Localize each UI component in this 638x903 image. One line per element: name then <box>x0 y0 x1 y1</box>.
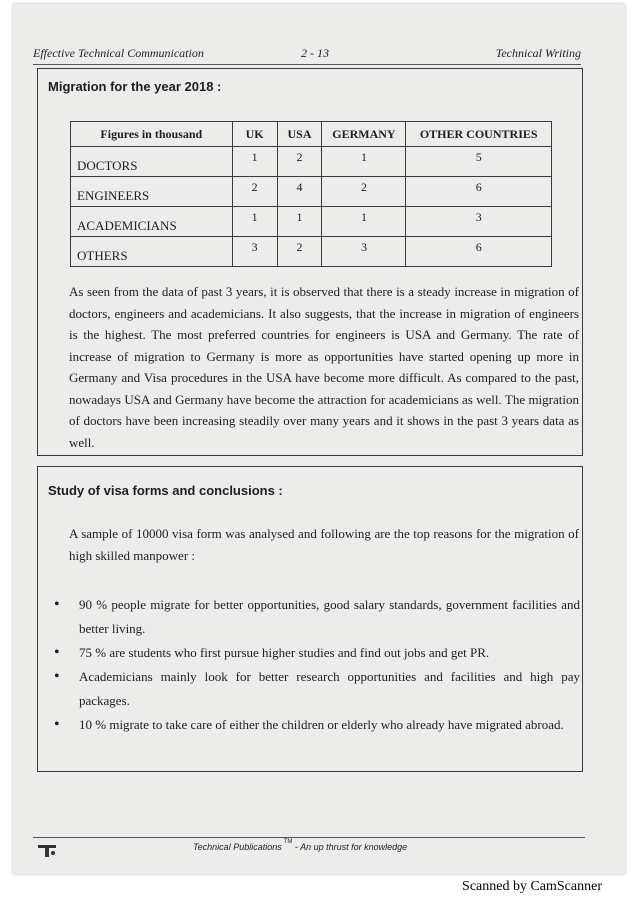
table-cell: 6 <box>406 177 552 207</box>
table-cell: 1 <box>322 207 406 237</box>
row-label: DOCTORS <box>71 147 233 177</box>
table-cell: 2 <box>322 177 406 207</box>
table-cell: 1 <box>232 207 277 237</box>
table-header-row <box>71 122 552 147</box>
reasons-list <box>52 593 580 737</box>
trademark-mark: TM <box>283 839 293 845</box>
table-cell: 3 <box>406 207 552 237</box>
bullet-icon: • <box>54 596 60 613</box>
table-row <box>71 147 552 177</box>
migration-analysis-paragraph: As seen from the data of past 3 years, it is observed that there is a steady increase in migration of doctors, engineers and academicians. It also suggests, that the increase in migration of engineers is the highest. The most preferred countries for engineers is USA and Germany. The rate of increase of migration to Germany is more as opportunities have started opening up more in Germany and Visa procedures in the USA have become more difficult. As compared to the past, nowadays USA and Germany have become the attraction for academicians as well. The migration of doctors have been increasing steadily over many years and it shows in the past 3 years data as well. <box>69 284 579 450</box>
table-cell: 4 <box>277 177 322 207</box>
column-header: GERMANY <box>322 122 406 147</box>
table-cell: 1 <box>277 207 322 237</box>
visa-study-title: Study of visa forms and conclusions : <box>48 483 283 498</box>
table-row <box>71 237 552 267</box>
list-item-text: 75 % are students who first pursue higher studies and find out jobs and get PR. <box>79 645 490 660</box>
header-book-title: Effective Technical Communication <box>33 46 204 60</box>
visa-study-section <box>37 466 583 772</box>
bullet-icon: • <box>54 716 60 733</box>
table-cell: 2 <box>277 237 322 267</box>
header-page-number: 2 - 13 <box>301 46 329 60</box>
table-cell: 5 <box>406 147 552 177</box>
list-item <box>52 665 580 713</box>
table-cell: 1 <box>232 147 277 177</box>
migration-title: Migration for the year 2018 : <box>48 79 222 94</box>
list-item-text: Academicians mainly look for better research opportunities and facilities and high pay packages. <box>79 669 580 708</box>
table-cell: 6 <box>406 237 552 267</box>
header-chapter-title: Technical Writing <box>495 46 581 60</box>
column-header: USA <box>277 122 322 147</box>
table-cell: 1 <box>322 147 406 177</box>
list-item-text: 10 % migrate to take care of either the children or elderly who already have migrated abroad. <box>79 717 564 732</box>
table-cell: 3 <box>322 237 406 267</box>
publisher-logo-icon <box>37 842 57 858</box>
visa-study-intro: A sample of 10000 visa form was analysed and following are the top reasons for the migration of high skilled manpower : <box>69 526 579 563</box>
table-row <box>71 177 552 207</box>
footer-tagline: - An up thrust for knowledge <box>294 842 408 852</box>
table-cell: 2 <box>232 177 277 207</box>
bullet-icon: • <box>54 644 60 661</box>
table-row <box>71 207 552 237</box>
footer-publisher: Technical Publications <box>193 842 282 852</box>
book-page <box>13 4 625 874</box>
list-item <box>52 641 580 665</box>
running-header <box>33 46 581 65</box>
row-label: ACADEMICIANS <box>71 207 233 237</box>
footer-divider <box>33 837 585 838</box>
migration-table <box>70 121 552 267</box>
table-cell: 2 <box>277 147 322 177</box>
row-label: ENGINEERS <box>71 177 233 207</box>
scanner-watermark: Scanned by CamScanner <box>462 879 602 894</box>
list-item-text: 90 % people migrate for better opportunities, good salary standards, government facilities and better living. <box>79 597 580 636</box>
bullet-icon: • <box>54 668 60 685</box>
column-header: UK <box>232 122 277 147</box>
migration-section <box>37 68 583 456</box>
footer <box>193 839 408 852</box>
list-item <box>52 713 580 737</box>
column-header: Figures in thousand <box>71 122 233 147</box>
table-cell: 3 <box>232 237 277 267</box>
row-label: OTHERS <box>71 237 233 267</box>
list-item <box>52 593 580 641</box>
column-header: OTHER COUNTRIES <box>406 122 552 147</box>
